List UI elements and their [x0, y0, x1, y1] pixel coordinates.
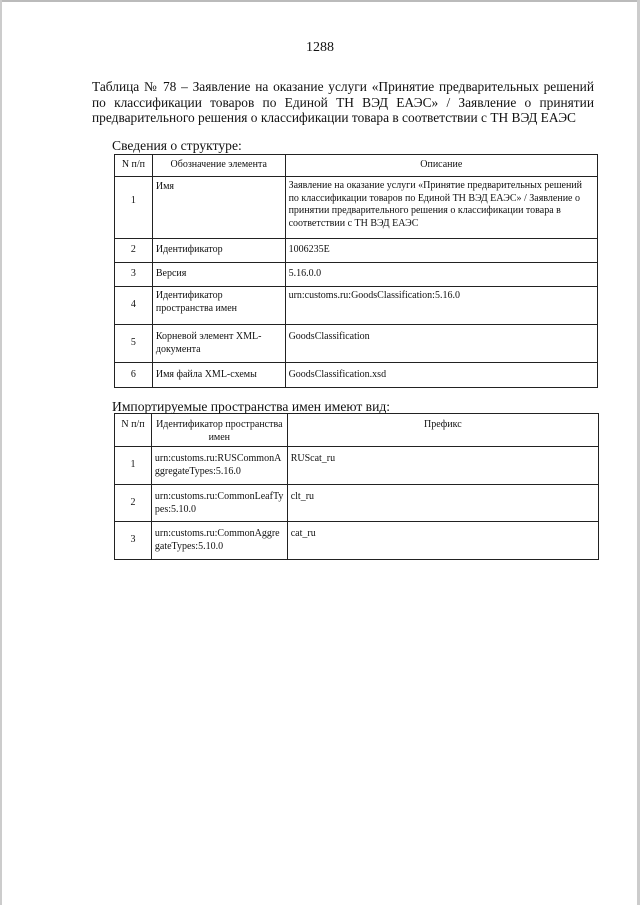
page-edge: [0, 0, 640, 2]
element-name: Идентификатор пространства имен: [152, 287, 285, 325]
element-description: urn:customs.ru:GoodsClassification:5.16.0: [285, 287, 597, 325]
row-number: 2: [115, 485, 152, 522]
element-name: Имя файла XML-схемы: [152, 363, 285, 388]
column-header: Префикс: [287, 414, 598, 447]
row-number: 6: [115, 363, 153, 388]
table-row: [115, 287, 598, 325]
element-name: Идентификатор: [152, 239, 285, 263]
table-row: [115, 522, 599, 560]
namespace-prefix: cat_ru: [287, 522, 598, 560]
row-number: 2: [115, 239, 153, 263]
row-number: 5: [115, 325, 153, 363]
namespaces-section-label: Импортируемые пространства имен имеют вид:: [112, 399, 391, 414]
table-row: [115, 363, 598, 388]
table-caption: Таблица № 78 – Заявление на оказание услуги «Принятие предварительных решений по классификации товаров по Единой ТН ВЭД ЕАЭС» / Заявление о принятии предварительного решения о классификации товара в соответствии с ТН ВЭД ЕАЭС: [92, 79, 594, 125]
namespace-identifier: urn:customs.ru:RUSCommonAggregateTypes:5.16.0: [151, 447, 287, 485]
column-header: Описание: [285, 155, 597, 177]
structure-section-label: Сведения о структуре:: [112, 138, 242, 153]
namespace-prefix: RUScat_ru: [287, 447, 598, 485]
namespace-identifier: urn:customs.ru:CommonLeafTypes:5.10.0: [151, 485, 287, 522]
element-description: GoodsClassification: [285, 325, 597, 363]
element-name: Корневой элемент XML-документа: [152, 325, 285, 363]
row-number: 3: [115, 522, 152, 560]
namespace-identifier: urn:customs.ru:CommonAggregateTypes:5.10.0: [151, 522, 287, 560]
table-header-row: [115, 155, 598, 177]
table-row: [115, 447, 599, 485]
table-row: [115, 325, 598, 363]
table-row: [115, 263, 598, 287]
element-description: Заявление на оказание услуги «Принятие предварительных решений по классификации товаров по Единой ТН ВЭД ЕАЭС» / Заявление о принятии предварительного решения о классификации товара в соответствии с ТН ВЭД ЕАЭС: [285, 177, 597, 239]
element-name: Имя: [152, 177, 285, 239]
table-row: [115, 239, 598, 263]
row-number: 3: [115, 263, 153, 287]
page-edge: [0, 0, 2, 905]
row-number: 1: [115, 447, 152, 485]
structure-table: [114, 154, 598, 388]
column-header: N п/п: [115, 155, 153, 177]
element-name: Версия: [152, 263, 285, 287]
row-number: 4: [115, 287, 153, 325]
table-row: [115, 177, 598, 239]
page-number: 1288: [306, 40, 334, 55]
column-header: Идентификатор пространства имен: [151, 414, 287, 447]
namespace-prefix: clt_ru: [287, 485, 598, 522]
table-row: [115, 485, 599, 522]
element-description: 1006235E: [285, 239, 597, 263]
column-header: Обозначение элемента: [152, 155, 285, 177]
column-header: N п/п: [115, 414, 152, 447]
namespaces-table: [114, 413, 599, 560]
element-description: 5.16.0.0: [285, 263, 597, 287]
table-header-row: [115, 414, 599, 447]
element-description: GoodsClassification.xsd: [285, 363, 597, 388]
row-number: 1: [115, 177, 153, 239]
